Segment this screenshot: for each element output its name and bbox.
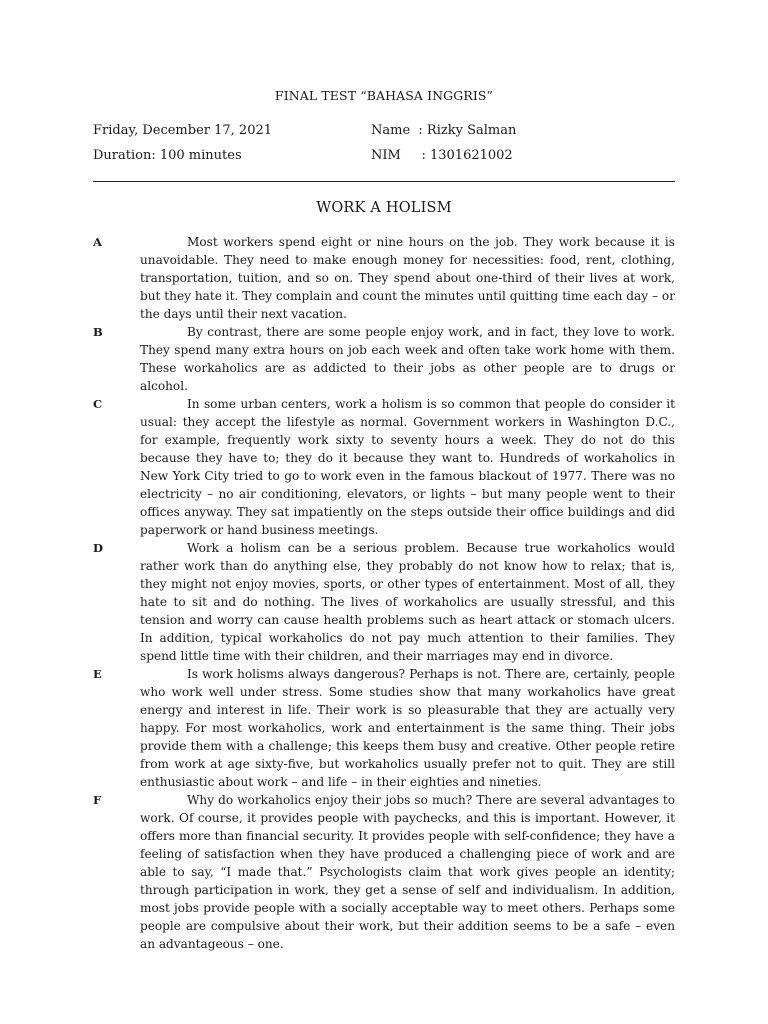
- paragraph-letter: B: [93, 325, 103, 339]
- paragraph-b: [93, 323, 675, 395]
- exam-duration: Duration: 100 minutes: [93, 148, 242, 163]
- paragraph-letter: E: [93, 667, 102, 681]
- paragraph-e: [93, 665, 675, 791]
- paragraph-text: Why do workaholics enjoy their jobs so much? There are several advantages to work. Of course, it provides people with paychecks, and this is important. However, it offers more than financial security. It provides people with self-confidence; they have a feeling of satisfaction when they have produced a challenging piece of work and are able to say, “I made that.” Psychologists claim that work gives people an identity; through participation in work, they get a sense of self and individualism. In addition, most jobs provide people with a socially acceptable way to meet others. Perhaps some people are compulsive about their work, but their addition seems to be a safe – even an advantageous – one.: [140, 793, 675, 951]
- student-name: Name : Rizky Salman: [371, 123, 517, 138]
- article-heading: WORK A HOLISM: [316, 200, 452, 216]
- paragraph-text: Work a holism can be a serious problem. Because true workaholics would rather work than do anything else, they probably do not know how to relax; that is, they might not enjoy movies, sports, or other types of entertainment. Most of all, they hate to sit and do nothing. The lives of workaholics are usually stressful, and this tension and worry can cause health problems such as heart attack or stomach ulcers. In addition, typical workaholics do not pay much attention to their families. They spend little time with their children, and their marriages may end in divorce.: [140, 541, 675, 663]
- paragraph-text: Is work holisms always dangerous? Perhaps is not. There are, certainly, people who work well under stress. Some studies show that many workaholics have great energy and interest in life. Their work is so pleasurable that they are actually very happy. For most workaholics, work and entertainment is the same thing. Their jobs provide them with a challenge; this keeps them busy and creative. Other people retire from work at age sixty-five, but workaholics usually prefer not to quit. They are still enthusiastic about work – and life – in their eighties and nineties.: [140, 667, 675, 789]
- page-title: FINAL TEST “BAHASA INGGRIS”: [274, 88, 494, 103]
- paragraph-d: [93, 539, 675, 665]
- paragraph-letter: D: [93, 541, 103, 555]
- paragraph-letter: F: [93, 793, 102, 807]
- header-divider: [93, 181, 675, 182]
- paragraph-c: [93, 395, 675, 539]
- student-nim: NIM : 1301621002: [371, 148, 513, 163]
- paragraph-text: By contrast, there are some people enjoy work, and in fact, they love to work. They spend many extra hours on job each week and often take work home with them. These workaholics are as addicted to their jobs as other people are to drugs or alcohol.: [140, 325, 675, 393]
- student-info: [371, 118, 516, 168]
- exam-info: [93, 118, 272, 168]
- paragraph-text: Most workers spend eight or nine hours on the job. They work because it is unavoidable. They need to make enough money for necessities: food, rent, clothing, transportation, tuition, and so on. They spend about one-third of their lives at work, but they hate it. They complain and count the minutes until quitting time each day – or the days until their next vacation.: [140, 235, 675, 321]
- paragraph-text: In some urban centers, work a holism is so common that people do consider it usual: they accept the lifestyle as normal. Government workers in Washington D.C., for example, frequently work sixty to seventy hours a week. They do not do this because they have to; they do it because they want to. Hundreds of workaholics in New York City tried to go to work even in the famous blackout of 1977. There was no electricity – no air conditioning, elevators, or lights – but many people went to their offices anyway. They sat impatiently on the steps outside their office buildings and did paperwork or hand business meetings.: [140, 397, 675, 537]
- paragraph-letter: A: [93, 235, 102, 249]
- paragraph-f: [93, 791, 675, 953]
- paragraph-a: [93, 233, 675, 323]
- paragraph-letter: C: [93, 397, 103, 411]
- article-body: [93, 233, 675, 953]
- exam-date: Friday, December 17, 2021: [93, 123, 273, 138]
